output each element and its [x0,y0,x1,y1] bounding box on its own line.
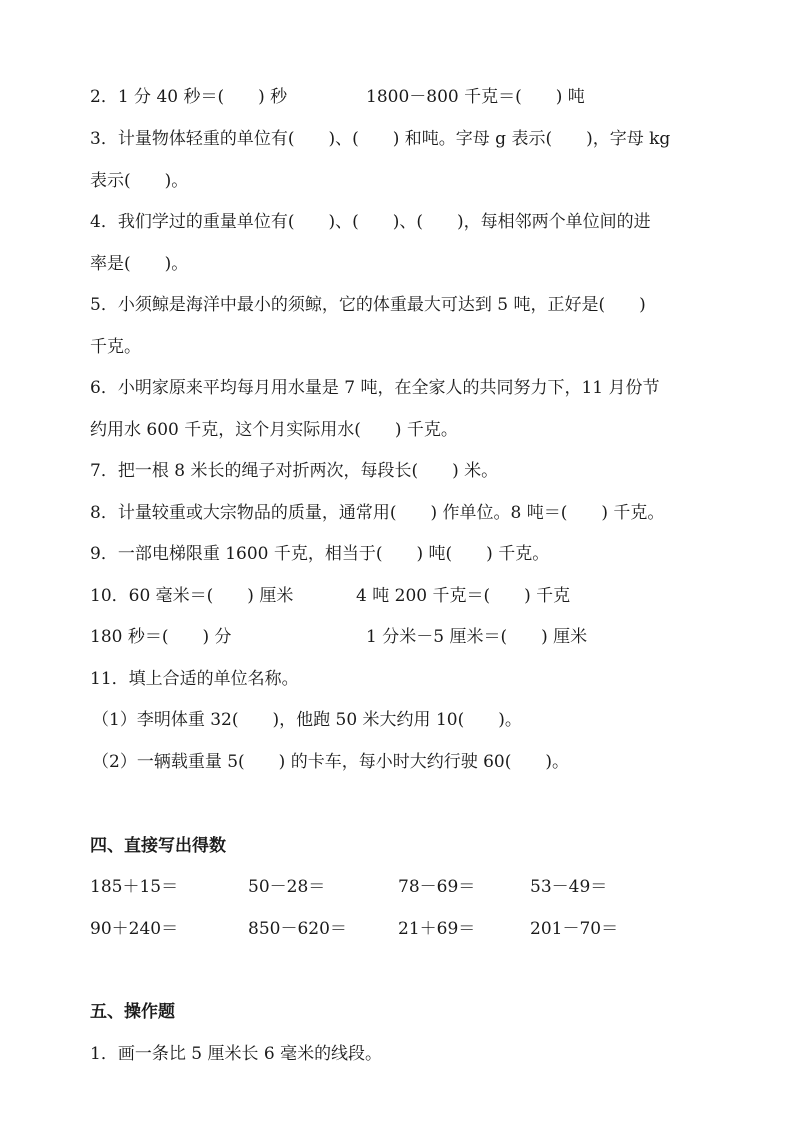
question-3-line1: 3．计量物体轻重的单位有( )、( ) 和吨。字母 g 表示( )，字母 kg [90,129,671,149]
question-10c: 180 秒＝( ) 分 [90,627,232,647]
question-6-line1: 6．小明家原来平均每月用水量是 7 吨，在全家人的共同努力下，11 月份节 [90,378,660,398]
question-2b: 1800－800 千克＝( ) 吨 [366,87,585,107]
question-11: 11．填上合适的单位名称。 [90,669,299,689]
calc-item: 53－49＝ [530,877,608,897]
question-11-part2: （2）一辆载重量 5( ) 的卡车，每小时大约行驶 60( )。 [92,752,570,772]
question-6-line2: 约用水 600 千克，这个月实际用水( ) 千克。 [90,420,458,440]
calc-item: 850－620＝ [248,919,347,939]
section-4-heading: 四、直接写出得数 [90,836,226,856]
calc-item: 201－70＝ [530,919,619,939]
section-5-heading: 五、操作题 [90,1002,175,1022]
question-7: 7．把一根 8 米长的绳子对折两次，每段长( ) 米。 [90,461,499,481]
question-3-line2: 表示( )。 [90,171,189,191]
calc-item: 90＋240＝ [90,919,179,939]
question-10b: 4 吨 200 千克＝( ) 千克 [356,586,571,606]
question-9: 9．一部电梯限重 1600 千克，相当于( ) 吨( ) 千克。 [90,544,550,564]
calc-item: 78－69＝ [398,877,476,897]
calc-item: 50－28＝ [248,877,326,897]
question-11-part1: （1）李明体重 32( )，他跑 50 米大约用 10( )。 [92,710,522,730]
calc-item: 21＋69＝ [398,919,476,939]
question-5-line2: 千克。 [90,337,141,357]
operation-question-1: 1．画一条比 5 厘米长 6 毫米的线段。 [90,1044,383,1064]
question-8: 8．计量较重或大宗物品的质量，通常用( ) 作单位。8 吨＝( ) 千克。 [90,503,665,523]
calc-item: 185＋15＝ [90,877,179,897]
question-10a: 10．60 毫米＝( ) 厘米 [90,586,294,606]
question-2a: 2．1 分 40 秒＝( ) 秒 [90,87,288,107]
question-4-line1: 4．我们学过的重量单位有( )、( )、( )，每相邻两个单位间的进 [90,212,651,232]
question-5-line1: 5．小须鲸是海洋中最小的须鲸，它的体重最大可达到 5 吨，正好是( ) [90,295,646,315]
question-10d: 1 分米－5 厘米＝( ) 厘米 [366,627,588,647]
question-4-line2: 率是( )。 [90,254,189,274]
